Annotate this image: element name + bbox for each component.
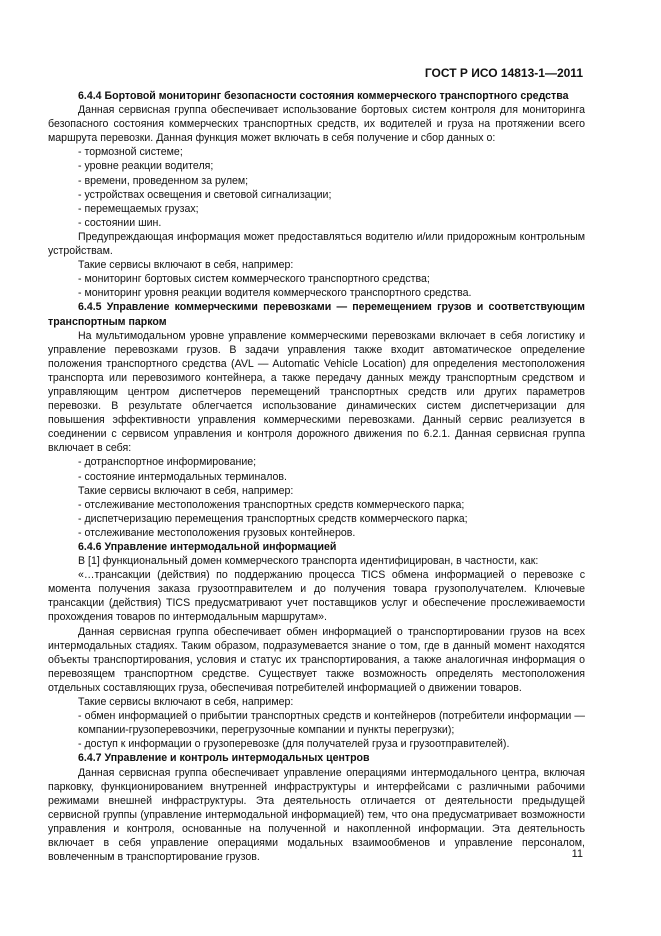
section-note: Предупреждающая информация может предоставляться водителю и/или придорожным контрольным устройствам. [48, 230, 585, 258]
page-number: 11 [571, 848, 583, 860]
section-heading-6-4-6: 6.4.6 Управление интермодальной информацией [78, 541, 337, 553]
service-item: - диспетчеризацию перемещения транспортных средств коммерческого парка; [78, 512, 468, 525]
service-item: - обмен информацией о прибытии транспортных средств и контейнеров (потребители информации — компании-грузоперевозчики, перегрузочные компании и пункты перегрузки); [78, 710, 585, 737]
list-item: - дотранспортное информирование; [78, 456, 257, 469]
section-heading-6-4-4: 6.4.4 Бортовой мониторинг безопасности состояния коммерческого транспортного средства [78, 90, 569, 102]
list-item: - уровне реакции водителя; [78, 160, 214, 173]
service-item: - отслеживание местоположения грузовых контейнеров. [78, 526, 356, 539]
section-intro: Данная сервисная группа обеспечивает использование бортовых систем контроля для мониторинга безопасного состояния коммерческих транспортных средств, их водителей и груза на протяжении всего маршрута перевозки. Данная функция может включать в себя получение и сбор данных о: [48, 104, 585, 145]
section-body: Данная сервисная группа обеспечивает обмен информацией о транспортировании грузов на всех интермодальных стадиях. Таким образом, подразумевается знание о том, где в данный момент находятся объекты транспортирования, условия и статус их транспортирования, а также аналогичная информация о перевозящем транспортном средстве. Существует также возможность определять местоположения отдельных составляющих груза, обеспечивая потребителей информацией о движении товаров. [48, 625, 585, 694]
standard-header: ГОСТ Р ИСО 14813-1—2011 [424, 66, 583, 80]
service-item: - мониторинг бортовых систем коммерческого транспортного средства; [78, 273, 430, 286]
service-item: - отслеживание местоположения транспортных средств коммерческого парка; [78, 498, 465, 511]
services-label: Такие сервисы включают в себя, например: [78, 696, 294, 709]
page-content [48, 89, 585, 864]
list-item: - времени, проведенном за рулем; [78, 174, 249, 187]
list-item: - устройствах освещения и световой сигнализации; [78, 188, 332, 201]
services-label: Такие сервисы включают в себя, например: [78, 484, 294, 497]
section-heading-6-4-7: 6.4.7 Управление и контроль интермодальных центров [78, 752, 370, 765]
service-item: - мониторинг уровня реакции водителя коммерческого транспортного средства. [78, 287, 472, 300]
list-item: - тормозной системе; [78, 146, 183, 159]
section-heading-6-4-5: 6.4.5 Управление коммерческими перевозками — перемещением грузов и соответствующим транспортным парком [48, 301, 585, 328]
service-item: - доступ к информации о грузоперевозке (для получателей груза и грузоотправителей). [78, 738, 510, 751]
section-intro: В [1] функциональный домен коммерческого транспорта идентифицирован, в частности, как: [78, 555, 539, 568]
list-item: - перемещаемых грузах; [78, 202, 199, 215]
section-quote: «…трансакции (действия) по поддержанию процесса TICS обмена информацией о перевозке с момента получения заказа грузоотправителем и до получения товара грузополучателем. Ключевые трансакции (действия) TICS предусматривают учет поставщиков услуг и обеспечение прослеживаемости прохождения товаров по интермодальным маршрутам». [48, 569, 585, 624]
services-label: Такие сервисы включают в себя, например: [78, 259, 294, 272]
section-intro: На мультимодальном уровне управление коммерческими перевозками включает в себя логистику и управление перевозками грузов. В задачи управления также входит автоматическое определение положения транспортного средства (AVL — Automatic Vehicle Location) для определения местоположения транспорта или перевозимого контейнера, а также передачу данных между транспортным средством и управляющим центром диспетчеров перемещений транспортных средств или других параметров перевозки. В результате облегчается использование динамических систем диспетчеризации для повышения эффективности управления коммерческими перевозками. Данный сервис реализуется в соединении с сервисом управления и контроля дорожного движения по 6.2.1. Данная сервисная группа включает в себя: [48, 329, 585, 455]
section-body: Данная сервисная группа обеспечивает управление операциями интермодального центра, включая парковку, функционированием внутренней инфраструктуры и интерфейсами с различными рабочими режимами внешней инфраструктуры. Эта деятельность отличается от деятельности предыдущей сервисной группы (управление интермодальной информацией) тем, что она предусматривает возможности управления и контроля, основанные на полученной и накопленной информации. Эта деятельность включает в себя управление операциями модальных взаимообменов и управление персоналом, вовлеченным в транспортирование грузов. [48, 766, 585, 864]
list-item: - состоянии шин. [78, 216, 162, 229]
list-item: - состояние интермодальных терминалов. [78, 470, 287, 483]
